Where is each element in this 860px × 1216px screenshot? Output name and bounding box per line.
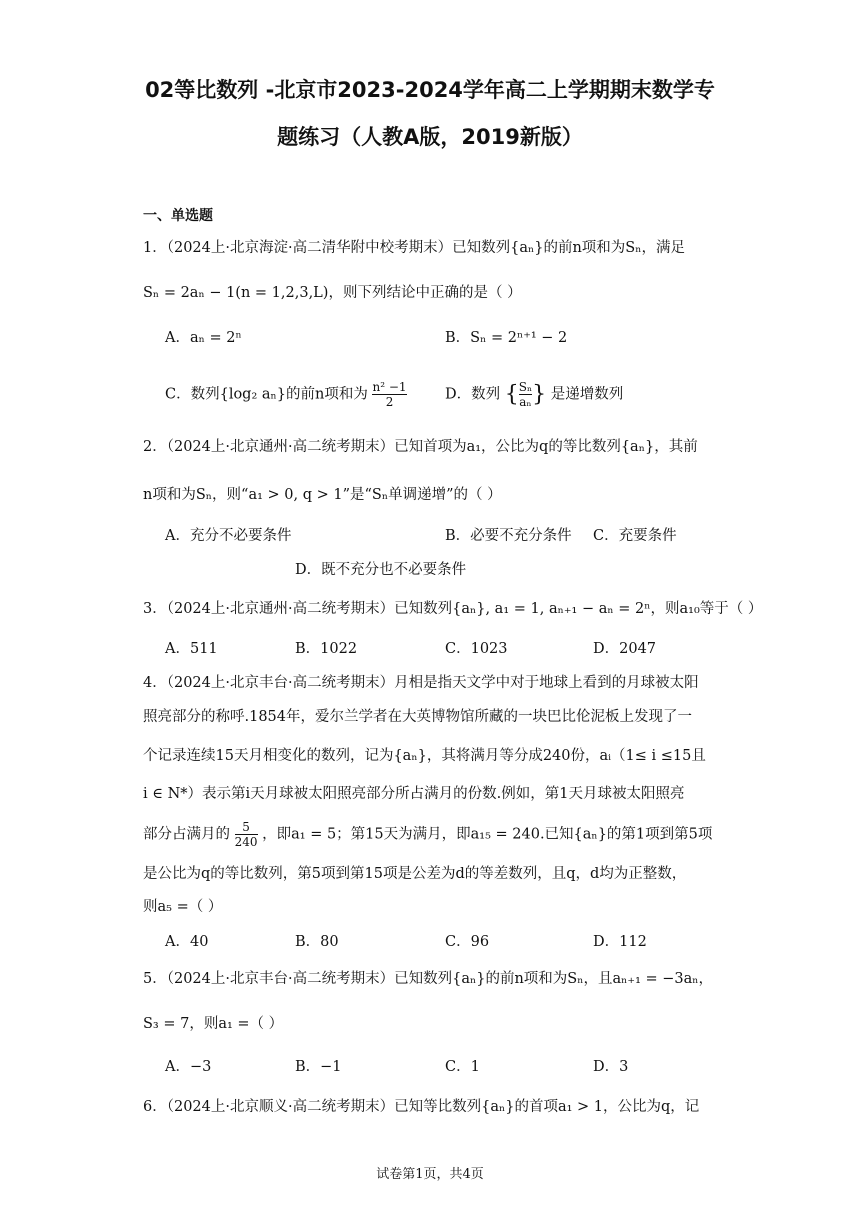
- left-brace: {: [504, 382, 519, 407]
- fraction-denominator: 2: [372, 394, 406, 409]
- q2-option-a: A．充分不必要条件: [165, 528, 292, 544]
- q5-option-d: D．3: [593, 1059, 629, 1075]
- q5-option-a: A．−3: [165, 1059, 212, 1075]
- q2-line1: 2．（2024上·北京通州·高二统考期末）已知首项为a₁，公比为q的等比数列{aₙ}，其前: [143, 439, 698, 455]
- q5-option-b: B．−1: [295, 1059, 342, 1075]
- q4-fraction: [235, 820, 258, 849]
- q4-line5-text: 部分占满月的: [143, 826, 230, 843]
- q4-line2: 照亮部分的称呼.1854年，爱尔兰学者在大英博物馆所藏的一块巴比伦泥板上发现了一: [143, 709, 693, 725]
- q1-option-a: A．aₙ = 2ⁿ: [165, 330, 242, 346]
- q2-option-d: D．既不充分也不必要条件: [295, 562, 467, 578]
- q3-option-c: C．1023: [445, 641, 508, 657]
- q4-line5-suffix: ，即a₁ = 5；第15天为满月，即a₁₅ = 240.已知{aₙ}的第1项到第5项: [262, 826, 713, 843]
- fraction-denominator: 240: [234, 835, 258, 849]
- q4-line1: 4．（2024上·北京丰台·高二统考期末）月相是指天文学中对于地球上看到的月球被太阳: [143, 675, 699, 691]
- q5-option-c: C．1: [445, 1059, 480, 1075]
- q4-line3: 个记录连续15天月相变化的数列，记为{aₙ}，其将满月等分成240份，aᵢ（1≤ i ≤15且: [143, 748, 706, 764]
- q3-option-a: A．511: [165, 641, 218, 657]
- fraction-denominator: aₙ: [519, 395, 532, 409]
- q4-option-a: A．40: [165, 934, 209, 950]
- q4-line6: 是公比为q的等比数列，第5项到第15项是公差为d的等差数列，且q，d均为正整数，: [143, 866, 687, 882]
- q2-option-b: B．必要不充分条件: [445, 528, 572, 544]
- q3-line1: 3．（2024上·北京通州·高二统考期末）已知数列{aₙ}, a₁ = 1, aₙ₊₁ − aₙ = 2ⁿ，则a₁₀等于（ ）: [143, 601, 763, 617]
- document-title-line2: 题练习（人教A版，2019新版）: [277, 125, 583, 149]
- document-title-line1: 02等比数列 -北京市2023-2024学年高二上学期期末数学专: [145, 78, 715, 102]
- fraction-numerator: n² −1: [372, 380, 407, 394]
- q5-line1: 5．（2024上·北京丰台·高二统考期末）已知数列{aₙ}的前n项和为Sₙ，且aₙ₊₁ = −3aₙ，: [143, 971, 714, 987]
- q1-option-d-text: D．数列: [445, 386, 501, 403]
- q1-option-d-suffix: 是递增数列: [550, 386, 624, 403]
- q1-option-c-fraction: [372, 380, 406, 409]
- q4-option-b: B．80: [295, 934, 339, 950]
- fraction-numerator: 5: [242, 820, 250, 834]
- q2-option-c: C．充要条件: [593, 528, 677, 544]
- section-heading: 一、单选题: [143, 208, 213, 224]
- q3-option-b: B．1022: [295, 641, 358, 657]
- q1-line1: 1．（2024上·北京海淀·高二清华附中校考期末）已知数列{aₙ}的前n项和为Sₙ，满足: [143, 240, 686, 256]
- q1-option-d-fraction: [519, 380, 532, 409]
- q5-line2: S₃ = 7，则a₁ =（ ）: [143, 1016, 284, 1032]
- fraction-numerator: Sₙ: [518, 380, 533, 394]
- q4-line4: i ∈ N*）表示第i天月球被太阳照亮部分所占满月的份数.例如，第1天月球被太阳照亮: [143, 786, 685, 802]
- q4-line7: 则a₅ =（ ）: [143, 899, 223, 915]
- q1-option-c: [165, 380, 407, 409]
- q1-option-c-text: C．数列{log₂ aₙ}的前n项和为: [165, 386, 368, 403]
- q1-option-d: [445, 380, 623, 409]
- q1-option-b: B．Sₙ = 2ⁿ⁺¹ − 2: [445, 330, 568, 346]
- q2-line2: n项和为Sₙ，则“a₁ > 0, q > 1”是“Sₙ单调递增”的（ ）: [143, 487, 502, 503]
- q4-line5: [143, 820, 712, 849]
- q4-option-c: C．96: [445, 934, 490, 950]
- q4-option-d: D．112: [593, 934, 647, 950]
- page-footer: 试卷第1页，共4页: [376, 1167, 484, 1182]
- q6-line1: 6．（2024上·北京顺义·高二统考期末）已知等比数列{aₙ}的首项a₁ > 1，公比为q，记: [143, 1099, 700, 1115]
- q3-option-d: D．2047: [593, 641, 657, 657]
- right-brace: }: [532, 382, 547, 407]
- q1-line2: Sₙ = 2aₙ − 1(n = 1,2,3,L)，则下列结论中正确的是（ ）: [143, 285, 522, 301]
